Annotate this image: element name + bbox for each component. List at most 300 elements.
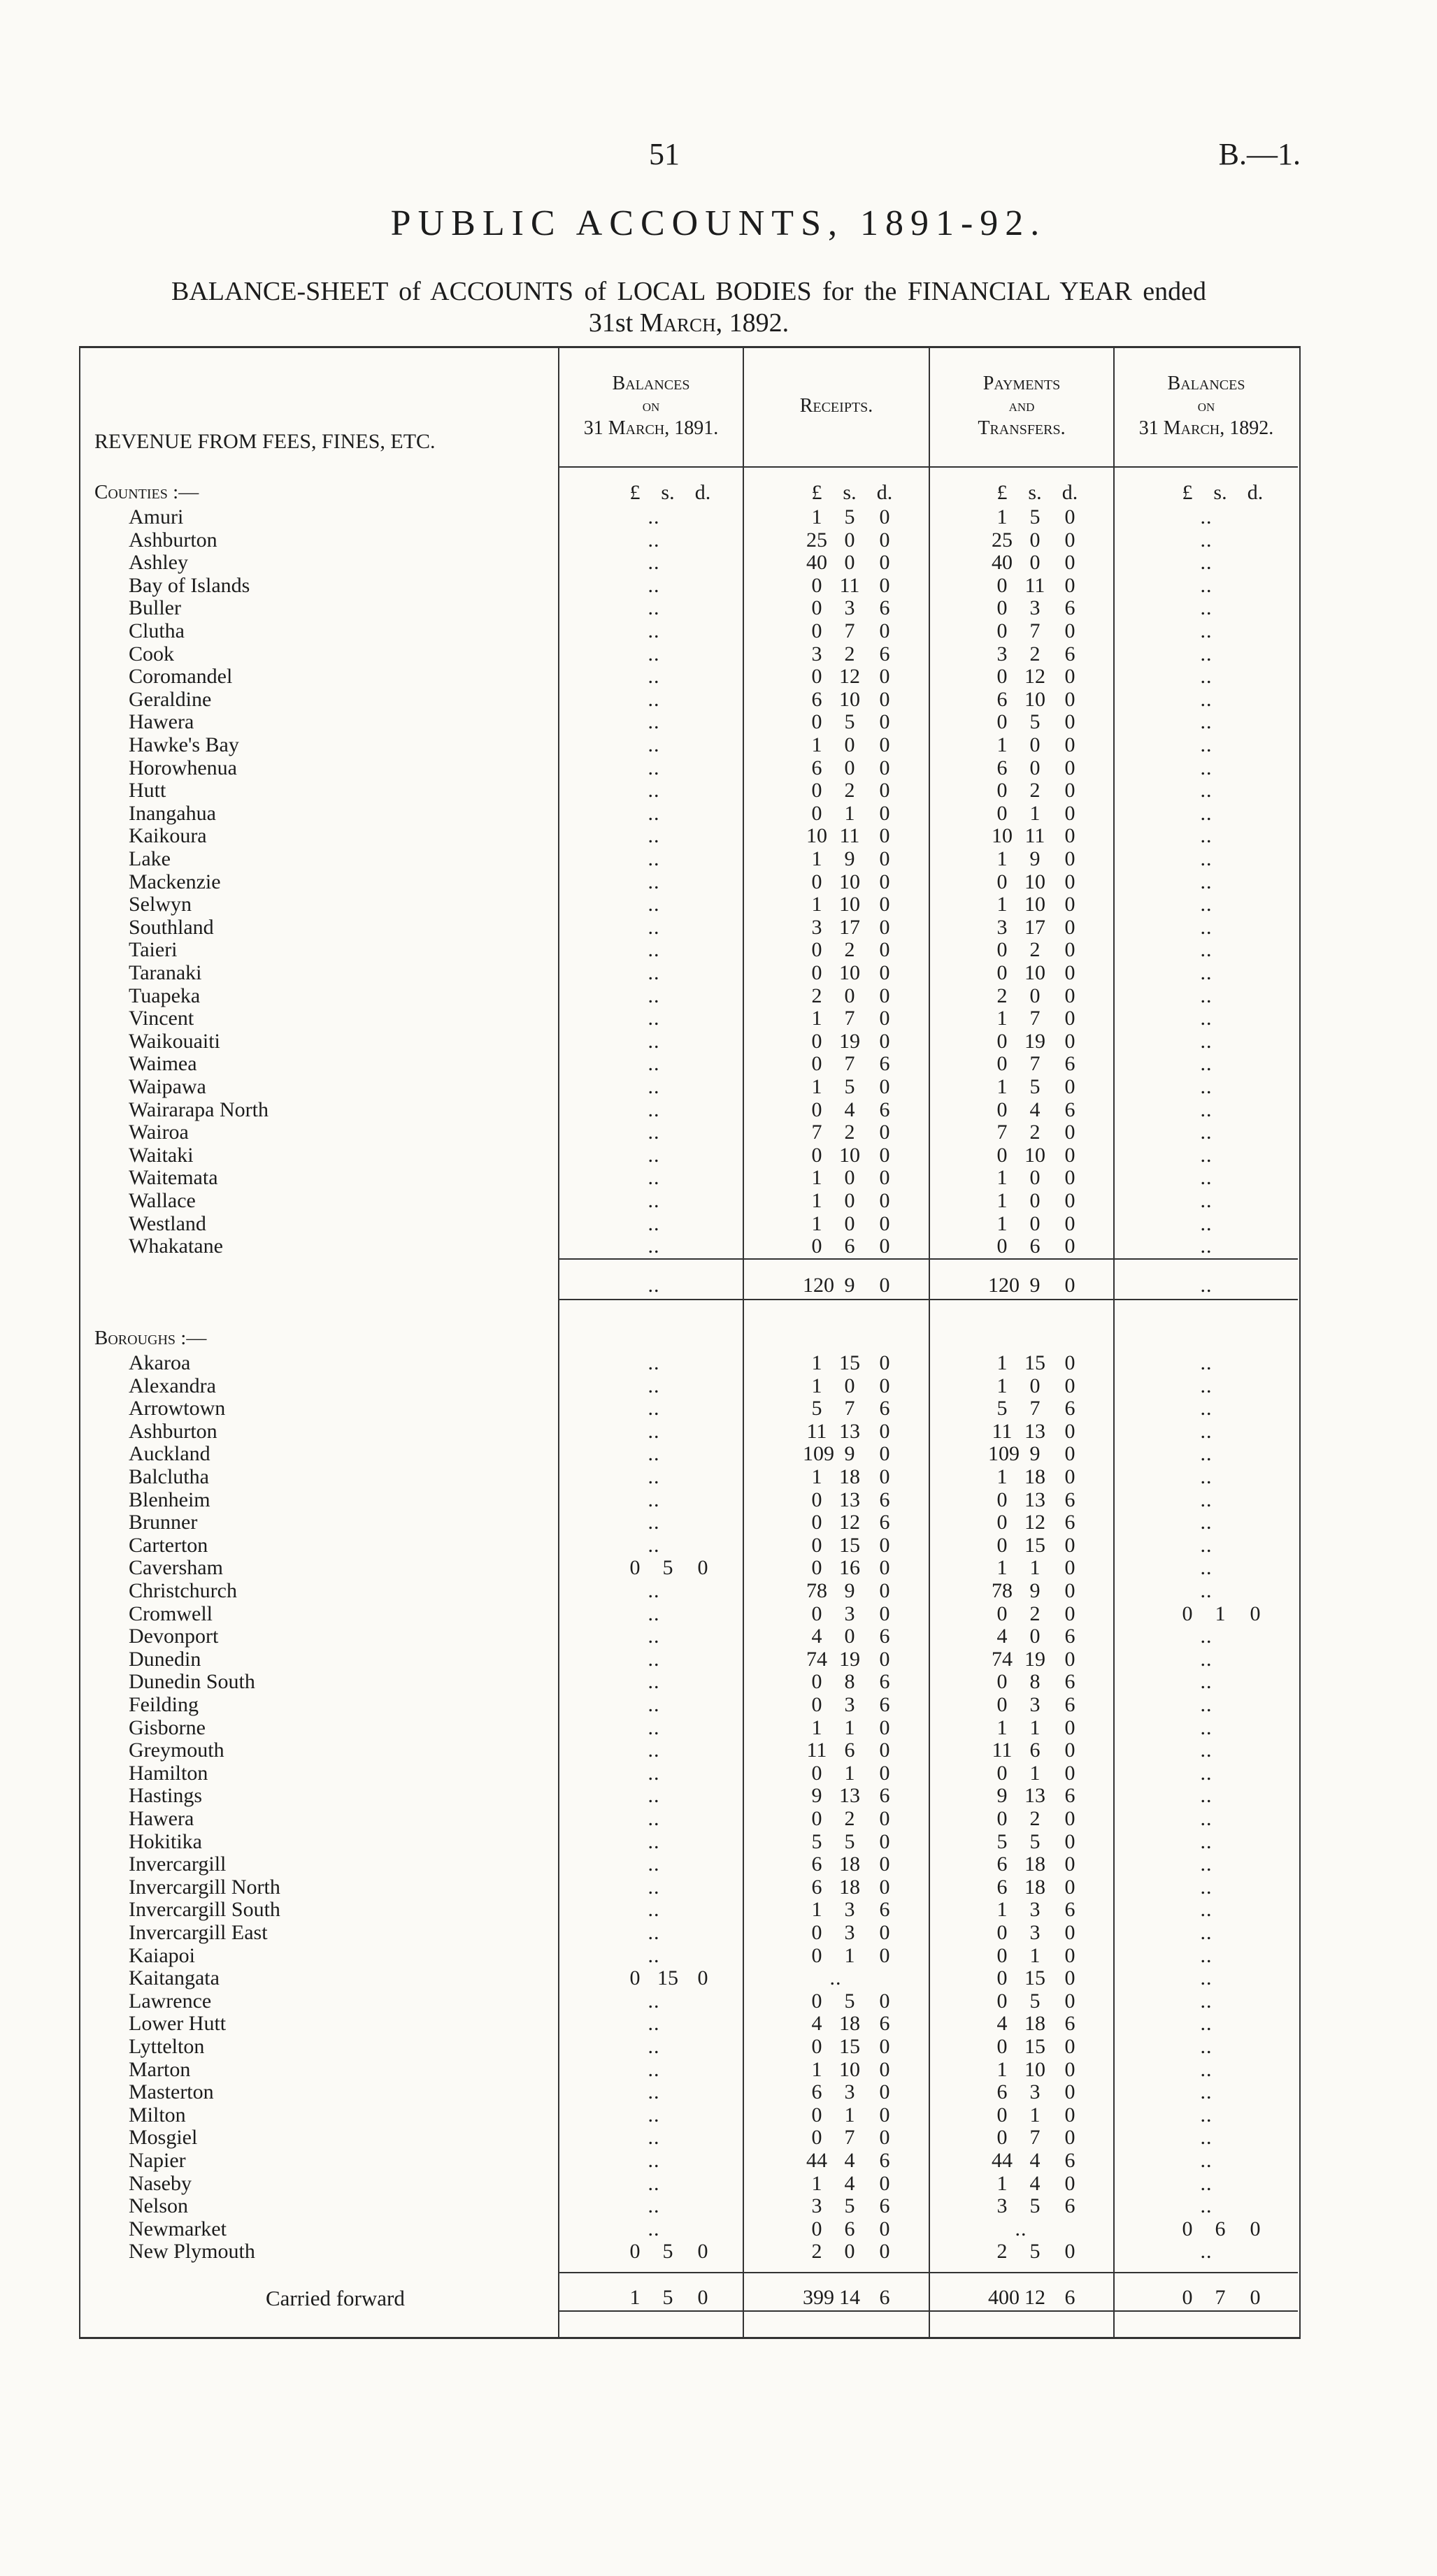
- receipts-pence: 0: [879, 1274, 890, 1297]
- receipts-pounds: 1: [811, 1166, 822, 1189]
- table-row-name: Mosgiel: [129, 2126, 198, 2149]
- receipts-shillings: 0: [844, 1189, 855, 1212]
- table-row-name: Wairarapa North: [129, 1098, 269, 1121]
- receipts-pounds: 6: [811, 756, 822, 779]
- payments-shillings: 2: [1029, 1807, 1041, 1830]
- receipts-pounds: 1: [811, 1898, 822, 1921]
- payments-pounds: 74: [992, 1648, 1013, 1671]
- b1892-empty-marker: ..: [1200, 1830, 1213, 1853]
- receipts-shillings: 0: [844, 551, 855, 574]
- receipts-pounds: 0: [811, 1052, 822, 1075]
- receipts-pounds: 0: [811, 1488, 822, 1511]
- payments-pounds: 1: [996, 1351, 1008, 1374]
- b1891-empty-marker: ..: [648, 619, 660, 642]
- receipts-pounds: 0: [811, 1556, 822, 1579]
- payments-pounds: 2: [996, 2240, 1008, 2263]
- receipts-pence: 0: [879, 528, 890, 552]
- payments-pounds: 0: [996, 1602, 1008, 1625]
- receipts-shillings: 9: [844, 1442, 855, 1465]
- b1892-empty-marker: ..: [1200, 2149, 1213, 2172]
- payments-pence: 0: [1064, 1921, 1075, 1944]
- table-row-name: Nelson: [129, 2194, 188, 2217]
- payments-pounds: 3: [996, 642, 1008, 665]
- b1892-empty-marker: ..: [1200, 1921, 1213, 1944]
- col-head-payments: Payments and Transfers.: [978, 373, 1066, 439]
- payments-pence: 0: [1064, 2035, 1075, 2058]
- payments-pence: 0: [1064, 1556, 1075, 1579]
- payments-pounds: 11: [992, 1420, 1013, 1443]
- b1891-empty-marker: ..: [648, 893, 660, 916]
- receipts-pence: 0: [879, 1374, 890, 1397]
- b1891-empty-marker: ..: [648, 916, 660, 939]
- receipts-shillings: 1: [844, 2103, 855, 2127]
- payments-pence: 6: [1064, 2194, 1075, 2217]
- payments-shillings: 9: [1029, 1274, 1041, 1297]
- b1892-empty-marker: ..: [1200, 1235, 1213, 1258]
- b1891-empty-marker: ..: [648, 2103, 660, 2127]
- receipts-pounds: 1: [811, 1189, 822, 1212]
- table-row-name: Buller: [129, 596, 181, 619]
- payments-pence: 6: [1064, 1625, 1075, 1648]
- receipts-pence: 6: [879, 2012, 890, 2035]
- table-row-name: Cromwell: [129, 1602, 213, 1625]
- payments-pence: 0: [1064, 528, 1075, 552]
- payments-pence: 0: [1064, 1739, 1075, 1762]
- payments-shillings: 19: [1024, 1030, 1045, 1053]
- b1892-empty-marker: ..: [1200, 2035, 1213, 2058]
- table-row-name: Devonport: [129, 1625, 219, 1648]
- table-row-name: Blenheim: [129, 1488, 210, 1511]
- receipts-pence: 0: [879, 2240, 890, 2263]
- b1891-empty-marker: ..: [648, 2149, 660, 2172]
- table-row-name: Masterton: [129, 2080, 214, 2103]
- b1891-empty-marker: ..: [648, 1488, 660, 1511]
- b1892-empty-marker: ..: [1200, 1966, 1213, 1989]
- payments-pounds: 1: [996, 505, 1008, 528]
- receipts-shillings: 1: [844, 802, 855, 825]
- payments-pounds: 3: [996, 916, 1008, 939]
- payments-pence: 0: [1064, 1579, 1075, 1602]
- b1892-empty-marker: ..: [1200, 802, 1213, 825]
- payments-pence: 0: [1064, 2103, 1075, 2127]
- payments-shillings: 19: [1024, 1648, 1045, 1671]
- b1891-empty-marker: ..: [648, 2217, 660, 2240]
- receipts-shillings: 12: [839, 665, 860, 688]
- b1892-empty-marker: ..: [1200, 665, 1213, 688]
- receipts-pence: 0: [879, 1739, 890, 1762]
- b1892-empty-marker: ..: [1200, 1739, 1213, 1762]
- receipts-shillings: 15: [839, 1534, 860, 1557]
- receipts-pounds: 0: [811, 938, 822, 961]
- b1892-empty-marker: ..: [1200, 1030, 1213, 1053]
- receipts-pence: 0: [879, 1556, 890, 1579]
- receipts-pence: 0: [879, 1648, 890, 1671]
- payments-pence: 0: [1064, 1762, 1075, 1785]
- unit-shilling: s.: [1028, 481, 1042, 504]
- payments-pounds: 6: [996, 1852, 1008, 1876]
- b1891-empty-marker: ..: [648, 1121, 660, 1144]
- payments-shillings: 0: [1029, 1625, 1041, 1648]
- table-row-name: Lyttelton: [129, 2035, 205, 2058]
- table-row-name: Naseby: [129, 2172, 192, 2195]
- b1891-empty-marker: ..: [648, 2172, 660, 2195]
- payments-pounds: 0: [996, 1511, 1008, 1534]
- b1892-pence: 0: [1250, 2286, 1261, 2309]
- payments-shillings: 10: [1024, 961, 1045, 984]
- receipts-pence: 0: [879, 1921, 890, 1944]
- b1892-empty-marker: ..: [1200, 2080, 1213, 2103]
- payments-shillings: 18: [1024, 1876, 1045, 1899]
- payments-shillings: 0: [1029, 1189, 1041, 1212]
- receipts-pence: 0: [879, 1121, 890, 1144]
- table-row-name: Wallace: [129, 1189, 196, 1212]
- receipts-pence: 0: [879, 1235, 890, 1258]
- payments-shillings: 15: [1024, 1966, 1045, 1989]
- receipts-pence: 6: [879, 1511, 890, 1534]
- b1891-empty-marker: ..: [648, 824, 660, 847]
- payments-pence: 0: [1064, 1075, 1075, 1098]
- b1891-empty-marker: ..: [648, 2058, 660, 2081]
- receipts-pounds: 1: [811, 1351, 822, 1374]
- b1891-empty-marker: ..: [648, 1397, 660, 1420]
- b1891-empty-marker: ..: [648, 756, 660, 779]
- receipts-shillings: 12: [839, 1511, 860, 1534]
- b1891-empty-marker: ..: [648, 1166, 660, 1189]
- table-row-name: Coromandel: [129, 665, 233, 688]
- b1892-empty-marker: ..: [1200, 1442, 1213, 1465]
- receipts-pounds: 7: [811, 1121, 822, 1144]
- b1892-empty-marker: ..: [1200, 1898, 1213, 1921]
- table-row-name: Kaitangata: [129, 1966, 220, 1989]
- receipts-pence: 6: [879, 2149, 890, 2172]
- b1892-empty-marker: ..: [1200, 2194, 1213, 2217]
- payments-pounds: 0: [996, 2035, 1008, 2058]
- table-row-name: Cook: [129, 642, 175, 665]
- b1892-empty-marker: ..: [1200, 710, 1213, 733]
- b1891-empty-marker: ..: [648, 574, 660, 597]
- b1891-pence: 0: [697, 1966, 708, 1989]
- receipts-shillings: 0: [844, 1625, 855, 1648]
- receipts-pounds: 6: [811, 2080, 822, 2103]
- payments-pence: 0: [1064, 1830, 1075, 1853]
- receipts-shillings: 18: [839, 1465, 860, 1488]
- receipts-shillings: 9: [844, 1579, 855, 1602]
- b1891-empty-marker: ..: [648, 1075, 660, 1098]
- payments-shillings: 10: [1024, 688, 1045, 711]
- b1892-empty-marker: ..: [1200, 1144, 1213, 1167]
- payments-pence: 0: [1064, 802, 1075, 825]
- payments-pounds: 0: [996, 1235, 1008, 1258]
- payments-pounds: 0: [996, 1670, 1008, 1693]
- table-row-name: Westland: [129, 1212, 206, 1235]
- table-row-name: Milton: [129, 2103, 186, 2127]
- payments-pence: 0: [1064, 1274, 1075, 1297]
- table-row-name: Hawke's Bay: [129, 733, 239, 756]
- receipts-pounds: 4: [811, 1625, 822, 1648]
- table-row-name: Hamilton: [129, 1762, 208, 1785]
- payments-pence: 0: [1064, 1442, 1075, 1465]
- payments-pence: 0: [1064, 1876, 1075, 1899]
- receipts-pounds: 1: [811, 505, 822, 528]
- payments-pence: 0: [1064, 1966, 1075, 1989]
- receipts-shillings: 18: [839, 1876, 860, 1899]
- receipts-pounds: 0: [811, 2103, 822, 2127]
- b1891-empty-marker: ..: [648, 505, 660, 528]
- payments-pounds: 78: [992, 1579, 1013, 1602]
- payments-pounds: 0: [996, 2103, 1008, 2127]
- receipts-pence: 0: [879, 1465, 890, 1488]
- payments-pence: 0: [1064, 1212, 1075, 1235]
- b1891-shillings: 15: [657, 1966, 678, 1989]
- receipts-pence: 0: [879, 893, 890, 916]
- receipts-shillings: 13: [839, 1784, 860, 1807]
- b1891-empty-marker: ..: [648, 642, 660, 665]
- receipts-shillings: 18: [839, 2012, 860, 2035]
- payments-pence: 0: [1064, 505, 1075, 528]
- receipts-shillings: 17: [839, 916, 860, 939]
- payments-shillings: 2: [1029, 1602, 1041, 1625]
- table-row-name: Wairoa: [129, 1121, 189, 1144]
- payments-shillings: 2: [1029, 642, 1041, 665]
- receipts-pence: 6: [879, 1052, 890, 1075]
- page-title: PUBLIC ACCOUNTS, 1891-92.: [390, 203, 1047, 243]
- receipts-shillings: 5: [844, 710, 855, 733]
- receipts-pence: 6: [879, 1898, 890, 1921]
- payments-shillings: 12: [1024, 2286, 1045, 2309]
- table-row-name: Caversham: [129, 1556, 223, 1579]
- table-row-name: Vincent: [129, 1007, 194, 1030]
- payments-shillings: 10: [1024, 1144, 1045, 1167]
- b1891-empty-marker: ..: [648, 1030, 660, 1053]
- payments-pence: 0: [1064, 733, 1075, 756]
- receipts-pounds: 10: [806, 824, 827, 847]
- b1892-empty-marker: ..: [1200, 2240, 1213, 2263]
- payments-pounds: 25: [992, 528, 1013, 552]
- b1891-empty-marker: ..: [648, 1807, 660, 1830]
- b1891-empty-marker: ..: [648, 1739, 660, 1762]
- receipts-pence: 6: [879, 2194, 890, 2217]
- payments-shillings: 11: [1024, 574, 1045, 597]
- payments-pence: 6: [1064, 1511, 1075, 1534]
- payments-shillings: 18: [1024, 1465, 1045, 1488]
- receipts-pence: 0: [879, 756, 890, 779]
- table-row-name: Napier: [129, 2149, 186, 2172]
- receipts-shillings: 10: [839, 1144, 860, 1167]
- table-row-name: Whakatane: [129, 1235, 223, 1258]
- b1891-empty-marker: ..: [648, 1212, 660, 1235]
- receipts-pounds: 1: [811, 893, 822, 916]
- payments-pence: 6: [1064, 1693, 1075, 1716]
- receipts-pence: 0: [879, 1189, 890, 1212]
- b1892-empty-marker: ..: [1200, 528, 1213, 552]
- receipts-shillings: 6: [844, 1739, 855, 1762]
- payments-shillings: 6: [1029, 1739, 1041, 1762]
- b1891-shillings: 5: [662, 2240, 673, 2263]
- table-row-name: Taranaki: [129, 961, 202, 984]
- table-row-name: Feilding: [129, 1693, 199, 1716]
- payments-shillings: 11: [1024, 824, 1045, 847]
- receipts-shillings: 5: [844, 1989, 855, 2013]
- receipts-shillings: 0: [844, 1374, 855, 1397]
- table-row-name: Lower Hutt: [129, 2012, 227, 2035]
- payments-pence: 6: [1064, 1397, 1075, 1420]
- table-row-name: Auckland: [129, 1442, 210, 1465]
- payments-pounds: 0: [996, 779, 1008, 802]
- receipts-shillings: 0: [844, 733, 855, 756]
- receipts-shillings: 2: [844, 1807, 855, 1830]
- b1892-empty-marker: ..: [1200, 1762, 1213, 1785]
- payments-pence: 0: [1064, 1189, 1075, 1212]
- receipts-shillings: 8: [844, 1670, 855, 1693]
- payments-pence: 0: [1064, 1166, 1075, 1189]
- b1892-empty-marker: ..: [1200, 893, 1213, 916]
- receipts-shillings: 0: [844, 756, 855, 779]
- col-head-balances-1891: Balances on 31 March, 1891.: [583, 373, 719, 439]
- payments-pence: 0: [1064, 1144, 1075, 1167]
- receipts-pence: 0: [879, 688, 890, 711]
- b1892-empty-marker: ..: [1200, 1052, 1213, 1075]
- payments-pence: 0: [1064, 1374, 1075, 1397]
- b1891-empty-marker: ..: [648, 551, 660, 574]
- receipts-pounds: 9: [811, 1784, 822, 1807]
- payments-shillings: 10: [1024, 893, 1045, 916]
- b1892-empty-marker: ..: [1200, 1420, 1213, 1443]
- receipts-shillings: 13: [839, 1420, 860, 1443]
- payments-pounds: 109: [988, 1442, 1020, 1465]
- receipts-pounds: 0: [811, 665, 822, 688]
- receipts-pounds: 0: [811, 1511, 822, 1534]
- receipts-pence: 0: [879, 2103, 890, 2127]
- payments-pence: 0: [1064, 710, 1075, 733]
- receipts-pounds: 2: [811, 984, 822, 1007]
- receipts-shillings: 1: [844, 1944, 855, 1967]
- receipts-pence: 0: [879, 1144, 890, 1167]
- payments-pence: 0: [1064, 1121, 1075, 1144]
- payments-shillings: 4: [1029, 2172, 1041, 2195]
- page-number: 51: [649, 137, 680, 171]
- receipts-pounds: 11: [806, 1739, 827, 1762]
- table-row-name: Hokitika: [129, 1830, 202, 1853]
- b1891-empty-marker: ..: [648, 938, 660, 961]
- payments-pounds: 0: [996, 1030, 1008, 1053]
- payments-shillings: 0: [1029, 1374, 1041, 1397]
- b1891-shillings: 5: [662, 1556, 673, 1579]
- b1892-empty-marker: ..: [1200, 642, 1213, 665]
- receipts-pence: 0: [879, 2126, 890, 2149]
- b1892-empty-marker: ..: [1200, 916, 1213, 939]
- payments-pounds: 0: [996, 1534, 1008, 1557]
- receipts-pence: 6: [879, 1784, 890, 1807]
- payments-pounds: 2: [996, 984, 1008, 1007]
- receipts-pence: 0: [879, 802, 890, 825]
- payments-pence: 0: [1064, 688, 1075, 711]
- receipts-pounds: 5: [811, 1830, 822, 1853]
- payments-pounds: 6: [996, 2080, 1008, 2103]
- receipts-pence: 0: [879, 1876, 890, 1899]
- receipts-pounds: 0: [811, 1235, 822, 1258]
- b1891-pounds: 1: [629, 2286, 641, 2309]
- col-head-balances-1892: Balances on 31 March, 1892.: [1138, 373, 1274, 439]
- payments-pounds: 0: [996, 1488, 1008, 1511]
- receipts-pence: 0: [879, 1351, 890, 1374]
- payments-pence: 0: [1064, 779, 1075, 802]
- b1891-pounds: 0: [629, 1966, 641, 1989]
- receipts-pounds: 0: [811, 1602, 822, 1625]
- payments-pence: 0: [1064, 824, 1075, 847]
- payments-shillings: 9: [1029, 1442, 1041, 1465]
- table-row-name: Newmarket: [129, 2217, 227, 2240]
- b1892-empty-marker: ..: [1200, 1374, 1213, 1397]
- b1892-empty-marker: ..: [1200, 779, 1213, 802]
- table-row-name: Geraldine: [129, 688, 212, 711]
- payments-shillings: 17: [1024, 916, 1045, 939]
- receipts-pounds: 0: [811, 619, 822, 642]
- receipts-shillings: 16: [839, 1556, 860, 1579]
- receipts-pence: 0: [879, 1166, 890, 1189]
- payments-pounds: 0: [996, 2126, 1008, 2149]
- payments-shillings: 13: [1024, 1488, 1045, 1511]
- payments-shillings: 0: [1029, 733, 1041, 756]
- b1892-empty-marker: ..: [1200, 1807, 1213, 1830]
- receipts-pence: 0: [879, 1830, 890, 1853]
- table-row-name: Ashley: [129, 551, 188, 574]
- receipts-pounds: 0: [811, 1098, 822, 1121]
- payments-pence: 0: [1064, 1852, 1075, 1876]
- b1891-empty-marker: ..: [648, 802, 660, 825]
- payments-shillings: 7: [1029, 1007, 1041, 1030]
- payments-pence: 0: [1064, 938, 1075, 961]
- payments-shillings: 1: [1029, 802, 1041, 825]
- receipts-pence: 0: [879, 2080, 890, 2103]
- payments-pounds: 0: [996, 1966, 1008, 1989]
- table-row-name: Hawera: [129, 1807, 194, 1830]
- b1892-empty-marker: ..: [1200, 870, 1213, 893]
- payments-shillings: 0: [1029, 1212, 1041, 1235]
- receipts-shillings: 1: [844, 1762, 855, 1785]
- payments-shillings: 9: [1029, 847, 1041, 870]
- payments-shillings: 5: [1029, 505, 1041, 528]
- payments-pence: 6: [1064, 1898, 1075, 1921]
- receipts-pence: 0: [879, 1075, 890, 1098]
- payments-pence: 0: [1064, 893, 1075, 916]
- carried-forward-rule: [559, 2310, 1298, 2312]
- b1891-empty-marker: ..: [648, 733, 660, 756]
- receipts-shillings: 13: [839, 1488, 860, 1511]
- payments-pence: 0: [1064, 2080, 1075, 2103]
- payments-pence: 0: [1064, 1602, 1075, 1625]
- b1892-empty-marker: ..: [1200, 1098, 1213, 1121]
- receipts-pence: 0: [879, 779, 890, 802]
- b1892-empty-marker: ..: [1200, 1121, 1213, 1144]
- payments-pence: 6: [1064, 642, 1075, 665]
- payments-pounds: 0: [996, 1807, 1008, 1830]
- b1892-empty-marker: ..: [1200, 1989, 1213, 2013]
- receipts-pounds: 0: [811, 574, 822, 597]
- payments-pounds: 0: [996, 1921, 1008, 1944]
- b1891-empty-marker: ..: [648, 961, 660, 984]
- receipts-shillings: 9: [844, 847, 855, 870]
- b1891-empty-marker: ..: [648, 1534, 660, 1557]
- b1892-empty-marker: ..: [1200, 1166, 1213, 1189]
- receipts-pounds: 0: [811, 2217, 822, 2240]
- payments-shillings: 1: [1029, 1762, 1041, 1785]
- receipts-pence: 6: [879, 1397, 890, 1420]
- receipts-pence: 0: [879, 1602, 890, 1625]
- payments-pence: 0: [1064, 961, 1075, 984]
- b1891-pence: 0: [697, 2286, 708, 2309]
- payments-pounds: 4: [996, 1625, 1008, 1648]
- receipts-pence: 0: [879, 961, 890, 984]
